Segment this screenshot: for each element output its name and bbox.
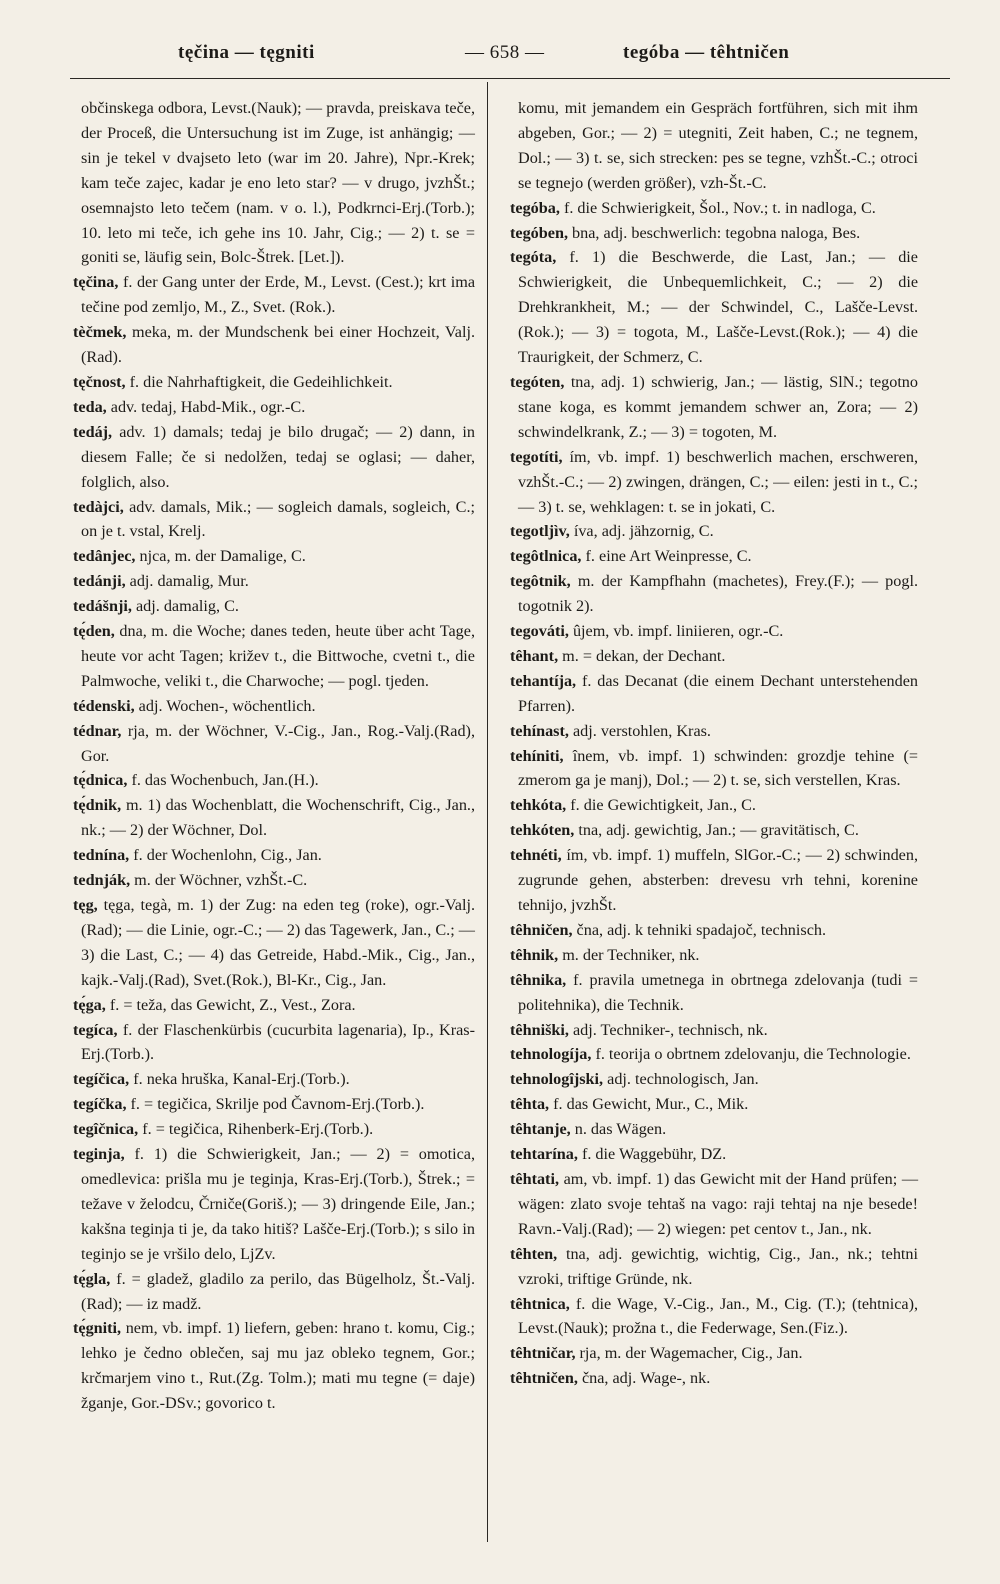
dictionary-entry [73, 719, 475, 769]
entry-text: tna, adj. gewichtig, wichtig, Cig., Jan., nk.; tehtni vzroki, triftige Gründe, nk. [518, 1244, 918, 1288]
headword: têhniški, [510, 1020, 569, 1039]
dictionary-entry [510, 1142, 918, 1167]
entry-text: f. = tegičica, Skrilje pod Čavnom-Erj.(Torb.). [130, 1095, 425, 1114]
entry-text: m. der Wöchner, vzhŠt.-C. [134, 871, 308, 890]
entry-text: am, vb. impf. 1) das Gewicht mit der Hand prüfen; — wägen: zlato svoje tehtaš na vago: raji tehtaj na nje besede! Ravn.-Valj.(Rad); — 2) wiegen: pet centov t., Jan., nk. [518, 1169, 919, 1238]
dictionary-entry [510, 818, 918, 843]
entry-text: f. neka hruška, Kanal-Erj.(Torb.). [133, 1070, 350, 1089]
entry-text: íva, adj. jähzornig, C. [573, 522, 714, 541]
headword: tehnéti, [510, 846, 562, 865]
dictionary-entry [510, 569, 918, 619]
headword: tegotíti, [510, 447, 563, 466]
headword: tegôtnik, [510, 572, 571, 591]
dictionary-entry [73, 420, 475, 495]
entry-text: adj. Techniker-, technisch, nk. [572, 1020, 768, 1039]
dictionary-entry [73, 619, 475, 694]
headword: tegóben, [510, 223, 568, 242]
dictionary-entry [510, 1067, 918, 1092]
dictionary-entry [73, 594, 475, 619]
entry-text: f. die Schwierigkeit, Šol., Nov.; t. in nadloga, C. [563, 198, 876, 217]
entry-text: rja, m. der Wagemacher, Cig., Jan. [579, 1344, 803, 1363]
dictionary-entry [73, 768, 475, 793]
dictionary-entry [510, 619, 918, 644]
entry-text: m. 1) das Wochenblatt, die Wochenschrift, Cig., Jan., nk.; — 2) der Wöchner, Dol. [81, 796, 476, 840]
dictionary-entry [73, 1067, 475, 1092]
dictionary-entry [73, 893, 475, 993]
dictionary-entry [510, 1117, 918, 1142]
headword: tegôtlnica, [510, 547, 582, 566]
headword: tehínast, [510, 721, 569, 740]
header-left-guidewords: tęčina — tęgniti [178, 42, 315, 63]
left-column [73, 96, 475, 1416]
headword: tedášnji, [73, 597, 132, 616]
dictionary-entry [510, 245, 918, 370]
headword: têhtati, [510, 1169, 559, 1188]
dictionary-entry [510, 1292, 918, 1342]
entry-text: f. = gladež, gladilo za perilo, das Bügelholz, Št.-Valj.(Rad); — iz madž. [81, 1269, 475, 1313]
dictionary-entry [510, 719, 918, 744]
headword: tehkóten, [510, 821, 575, 840]
entry-text: adj. Wochen-, wöchentlich. [138, 696, 316, 715]
dictionary-entry [73, 694, 475, 719]
dictionary-entry [73, 1092, 475, 1117]
headword: tę́ga, [73, 995, 106, 1014]
headword: tehnologíja, [510, 1045, 592, 1064]
dictionary-entry [73, 1018, 475, 1068]
entry-text: m. der Techniker, nk. [562, 945, 700, 964]
dictionary-entry [510, 943, 918, 968]
headword: têhta, [510, 1095, 550, 1114]
entry-text: komu, mit jemandem ein Gespräch fortführen, sich mit ihm abgeben, Gor.; — 2) = utegniti, Zeit haben, C.; ne tegnem, Dol.; — 3) t. se, sich strecken: pes se tegne, vzhŠt.-C.; otroci se tegnejo (werden größer), vzh-Št.-C. [518, 99, 918, 192]
entry-text: f. die Nahrhaftigkeit, die Gedeihlichkeit. [129, 372, 393, 391]
headword: têhnik, [510, 945, 559, 964]
entry-text: ím, vb. impf. 1) beschwerlich machen, erschweren, vzhŠt.-C.; — 2) zwingen, drängen, C.; — eilen: jesti in t., C.; — 3) t. se, wehklagen: t. se in jokati, C. [518, 447, 919, 516]
dictionary-entry [510, 1242, 918, 1292]
entry-text: înem, vb. impf. 1) schwinden: grozdje tehine (= zmerom ga je manj), Dol.; — 2) t. se, sich verstellen, Kras. [518, 746, 919, 790]
dictionary-entry [510, 221, 918, 246]
entry-text: f. das Decanat (die einem Dechant unterstehenden Pfarren). [518, 671, 918, 715]
dictionary-entry [73, 1316, 475, 1416]
entry-text: f. das Wochenbuch, Jan.(H.). [131, 771, 319, 790]
entry-text: adj. verstohlen, Kras. [572, 721, 711, 740]
entry-text: m. = dekan, der Dechant. [562, 646, 726, 665]
headword: tedàjci, [73, 497, 124, 516]
headword: tehnologîjski, [510, 1070, 604, 1089]
headword: tédenski, [73, 696, 135, 715]
headword: tedánji, [73, 572, 126, 591]
entry-text: meka, m. der Mundschenk bei einer Hochzeit, Valj.(Rad). [81, 323, 476, 367]
entry-text: f. pravila umetnega in obrtnega zdelovanja (tudi = politehnika), die Technik. [518, 970, 919, 1014]
entry-text: f. 1) die Schwierigkeit, Jan.; — 2) = omotica, omedlevica: prišla mu je teginja, Kras-Erj.(Torb.), Štrek.; = težave v želodcu, Črniče(Goriš.); — 3) dringende Eile, Jan.; kakšna teginja ti je, da tako hitiš? Lašče-Erj.(Torb.); s silo in teginjo se je vršilo delo, LjZv. [81, 1145, 475, 1263]
dictionary-entry [73, 1267, 475, 1317]
dictionary-entry [510, 744, 918, 794]
dictionary-entry [73, 843, 475, 868]
header-rule [70, 78, 950, 79]
dictionary-entry [510, 793, 918, 818]
headword: tę́gniti, [73, 1319, 122, 1338]
headword: tegóten, [510, 372, 565, 391]
dictionary-entry [510, 544, 918, 569]
headword: têhtnica, [510, 1294, 570, 1313]
headword: tegíca, [73, 1020, 118, 1039]
entry-text: njca, m. der Damalige, C. [139, 547, 306, 566]
dictionary-entry [73, 1142, 475, 1267]
entry-text: m. der Kampfhahn (machetes), Frey.(F.); — pogl. togotnik 2). [518, 572, 919, 616]
headword: tegováti, [510, 622, 569, 641]
headword: tę́den, [73, 622, 115, 641]
headword: tęčina, [73, 273, 119, 292]
headword: tehantíja, [510, 671, 577, 690]
dictionary-entry [510, 1042, 918, 1067]
dictionary-entry [73, 544, 475, 569]
headword: tegîčnica, [73, 1120, 139, 1139]
headword: teda, [73, 397, 107, 416]
entry-text: adj. technologisch, Jan. [607, 1070, 759, 1089]
entry-text: ûjem, vb. impf. liniieren, ogr.-C. [572, 622, 784, 641]
headword: tèčmek, [73, 323, 127, 342]
entry-text: adv. damals, Mik.; — sogleich damals, sogleich, C.; on je t. vstal, Krelj. [81, 497, 475, 541]
entry-text: f. der Gang unter der Erde, M., Levst. (Cest.); krt ima tečine pod zemljo, M., Z., Svet. (Rok.). [81, 273, 476, 317]
entry-text: f. das Gewicht, Mur., C., Mik. [553, 1095, 749, 1114]
entry-text: občinskega odbora, Levst.(Nauk); — pravda, preiskava teče, der Proceß, die Untersuchung ist im Zuge, ist anhängig; — sin je tekel v dvajseto leto (war im 20. Jahre), Npr.-Krek; kam teče zajec, kadar je eno leto star? — v drugo, jvzhŠt.; osemnajsto leto tečem (nam. v o. l.), Podkrnci-Erj.(Torb.); 10. leto mi teče, ich gehe ins 10. Jahr, Cig.; — 2) t. se = goniti se, läufig sein, Bolc-Štrek. [Let.]). [81, 99, 475, 267]
dictionary-entry [73, 320, 475, 370]
entry-text: f. die Wage, V.-Cig., Jan., M., Cig. (T.); (tehtnica), Levst.(Nauk); prožna t., die Federwage, Sen.(Fiz.). [518, 1294, 919, 1338]
entry-text: adv. 1) damals; tedaj je bilo drugač; — 2) dann, in diesem Falle; če si nedolžen, tedaj se oglasi; — daher, folglich, also. [81, 422, 476, 491]
dictionary-entry [510, 968, 918, 1018]
entry-text: adj. damalig, C. [135, 597, 239, 616]
dictionary-entry [73, 569, 475, 594]
dictionary-entry [510, 644, 918, 669]
dictionary-entry [510, 1341, 918, 1366]
dictionary-entry [73, 793, 475, 843]
entry-text: čna, adj. Wage-, nk. [581, 1369, 711, 1388]
right-column [510, 96, 918, 1391]
headword: tęčnost, [73, 372, 126, 391]
dictionary-entry [73, 96, 475, 270]
headword: têhtanje, [510, 1120, 571, 1139]
dictionary-entry [510, 1018, 918, 1043]
entry-text: f. der Wochenlohn, Cig., Jan. [133, 846, 322, 865]
dictionary-entry [510, 669, 918, 719]
headword: tęg, [73, 896, 98, 914]
entry-text: dna, m. die Woche; danes teden, heute über acht Tage, heute vor acht Tagen; križev t., die Bittwoche, cvetni t., die Palmwoche, veliki t., die Charwoche; — pogl. tjeden. [81, 622, 475, 690]
entry-text: f. 1) die Beschwerde, die Last, Jan.; — die Schwierigkeit, die Unbequemlichkeit, C.; — 2) die Drehkrankheit, M.; — der Schwindel, C., Lašče-Levst.(Rok.); — 3) = togota, M., Lašče-Levst.(Rok.); — 4) die Traurigkeit, der Schmerz, C. [518, 248, 918, 367]
page-header [70, 42, 950, 72]
headword: têhničen, [510, 920, 573, 939]
entry-text: tęga, tegà, m. 1) der Zug: na eden teg (roke), ogr.-Valj.(Rad); — die Linie, ogr.-C.; — 2) das Tagewerk, Jan., C.; — 3) die Last, C.; — 4) das Getreide, Habd.-Mik., Cig., Jan., kajk.-Valj.(Rad), Svet.(Rok.), Bl-Kr., Cig., Jan. [81, 896, 475, 989]
headword: tegíčica, [73, 1070, 130, 1089]
headword: tédnar, [73, 721, 122, 740]
dictionary-entry [73, 868, 475, 893]
dictionary-entry [510, 1366, 918, 1391]
column-divider [487, 82, 488, 1542]
headword: tehtarína, [510, 1145, 578, 1164]
header-right-guidewords: tegóba — têhtničen [623, 42, 790, 63]
headword: tegóta, [510, 248, 557, 267]
entry-text: bna, adj. beschwerlich: tegobna naloga, Bes. [572, 223, 861, 242]
headword: têhtničar, [510, 1344, 576, 1363]
entry-text: tna, adj. 1) schwierig, Jan.; — lästig, SlN.; tegotno stane koga, es kommt jemandem schwer an, Zora; — 2) schwindelkrank, Z.; — 3) = togoten, M. [518, 372, 918, 441]
dictionary-entry [510, 519, 918, 544]
entry-text: f. teorija o obrtnem zdelovanju, die Technologie. [595, 1045, 911, 1064]
headword: tedânjec, [73, 547, 136, 566]
entry-text: ím, vb. impf. 1) muffeln, SlGor.-C.; — 2) schwinden, zugrunde gehen, absterben: drevesu vrh tehni, korenine tehnijo, jvzhŠt. [518, 846, 918, 914]
headword: tę́gla, [73, 1269, 111, 1288]
headword: tegotljìv, [510, 522, 570, 541]
headword: têhtničen, [510, 1369, 578, 1388]
entry-text: čna, adj. k tehniki spadajoč, technisch. [576, 920, 827, 939]
dictionary-entry [510, 370, 918, 445]
headword: têhten, [510, 1244, 558, 1263]
entry-text: nem, vb. impf. 1) liefern, geben: hrano t. komu, Cig.; lehko je čedno oblečen, saj mu jaz obleko tegnem, Gor.; krčmarjem vino t., Rut.(Zg. Tolm.); mati mu tegne (= daje) žganje, Gor.-DSv.; govorico t. [81, 1319, 475, 1413]
dictionary-entry [73, 495, 475, 545]
headword: tegíčka, [73, 1095, 127, 1114]
dictionary-entry [73, 1117, 475, 1142]
entry-text: f. = teža, das Gewicht, Z., Vest., Zora. [109, 995, 356, 1014]
dictionary-entry [73, 993, 475, 1018]
entry-text: tna, adj. gewichtig, Jan.; — gravitätisch, C. [578, 821, 859, 840]
headword: tę́dnica, [73, 771, 128, 790]
dictionary-entry [510, 96, 918, 196]
dictionary-entry [510, 843, 918, 918]
entry-text: n. das Wägen. [574, 1120, 667, 1139]
entry-text: f. die Gewichtigkeit, Jan., C. [570, 796, 756, 815]
entry-text: rja, m. der Wöchner, V.-Cig., Jan., Rog.-Valj.(Rad), Gor. [81, 721, 475, 765]
headword: tehkóta, [510, 796, 567, 815]
headword: têhnika, [510, 970, 567, 989]
headword: tedáj, [73, 422, 113, 441]
dictionary-entry [73, 270, 475, 320]
entry-text: f. = tegičica, Rihenberk-Erj.(Torb.). [142, 1120, 374, 1139]
dictionary-entry [510, 1167, 918, 1242]
dictionary-entry [73, 370, 475, 395]
entry-text: f. der Flaschenkürbis (cucurbita lagenaria), Ip., Kras-Erj.(Torb.). [81, 1020, 476, 1064]
entry-text: adv. tedaj, Habd-Mik., ogr.-C. [110, 397, 306, 416]
dictionary-entry [510, 1092, 918, 1117]
headword: teginja, [73, 1145, 125, 1164]
headword: tehíniti, [510, 746, 564, 765]
dictionary-entry [510, 918, 918, 943]
headword: tednína, [73, 846, 130, 865]
dictionary-entry [73, 395, 475, 420]
dictionary-entry [510, 445, 918, 520]
dictionary-entry [510, 196, 918, 221]
page-number: — 658 — [465, 42, 545, 63]
headword: tę́dnik, [73, 796, 122, 815]
entry-text: adj. damalig, Mur. [129, 572, 249, 591]
headword: tednják, [73, 871, 131, 890]
entry-text: f. die Waggebühr, DZ. [581, 1145, 727, 1164]
headword: tegóba, [510, 198, 560, 217]
entry-text: f. eine Art Weinpresse, C. [585, 547, 752, 566]
headword: têhant, [510, 646, 559, 665]
